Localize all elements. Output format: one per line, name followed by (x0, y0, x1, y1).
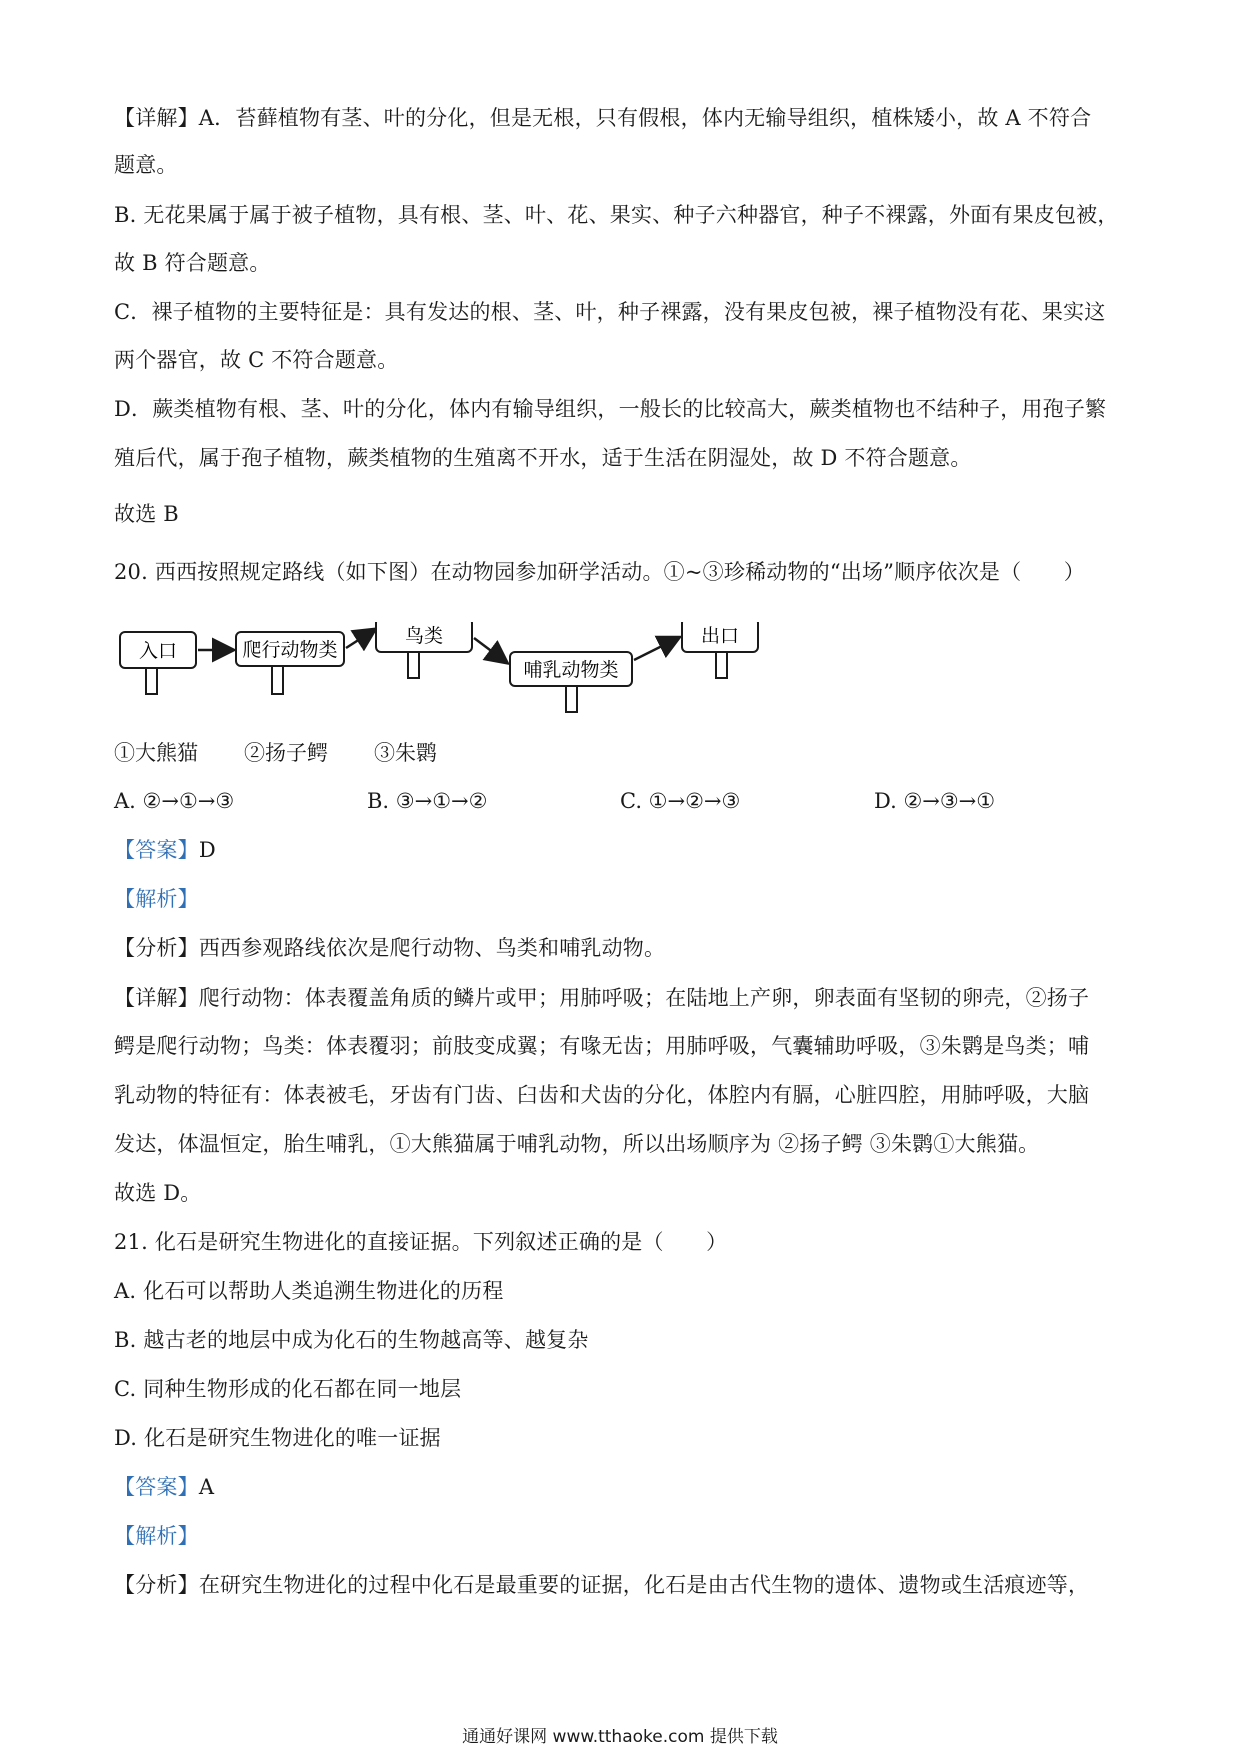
q19-detail-line-7: D．蕨类植物有根、茎、叶的分化，体内有输导组织，一般长的比较高大，蕨类植物也不结种子，用孢子繁 (114, 397, 1107, 421)
species-item: ①大熊猫 (114, 741, 198, 765)
analysis-tag: 【解析】 (114, 1524, 199, 1548)
q20-options (114, 786, 1014, 816)
zoo-route-diagram (112, 622, 852, 722)
q20-conclusion: 故选 D。 (114, 1181, 202, 1205)
q20-option-b: B. ③→①→② (367, 789, 488, 813)
answer-value: A (198, 1475, 215, 1499)
fenxi-text: 西西参观路线依次是爬行动物、鸟类和哺乳动物。 (198, 936, 666, 960)
q21-fenxi (114, 1570, 1089, 1600)
sign-birds-label: 鸟类 (404, 625, 444, 647)
answer-tag: 【答案】 (114, 838, 199, 862)
q19-detail-line-4: 故 B 符合题意。 (114, 251, 271, 275)
arrow-2 (346, 630, 374, 648)
q19-detail-line-2: 题意。 (114, 153, 178, 177)
q20-stem: 20. 西西按照规定路线（如下图）在动物园参加研学活动。①~③珍稀动物的“出场”顺序依次是（ ） (114, 560, 1085, 584)
q20-species-list (114, 738, 714, 768)
q19-detail-line-6: 两个器官，故 C 不符合题意。 (114, 348, 399, 372)
answer-value: D (198, 838, 216, 862)
q21-option-b: B. 越古老的地层中成为化石的生物越高等、越复杂 (114, 1328, 589, 1352)
q20-option-d: D. ②→③→① (874, 789, 996, 813)
sign-exit (682, 622, 758, 678)
q20-detail-line-2: 鳄是爬行动物；鸟类：体表覆羽；前肢变成翼；有喙无齿；用肺呼吸，气囊辅助呼吸，③朱鹮是鸟类；哺 (114, 1034, 1090, 1058)
q20-detail-line-3: 乳动物的特征有：体表被毛，牙齿有门齿、臼齿和犬齿的分化，体腔内有膈，心脏四腔，用肺呼吸，大脑 (114, 1083, 1090, 1107)
analysis-tag: 【解析】 (114, 887, 199, 911)
species-item: ③朱鹮 (374, 741, 437, 765)
q20-detail-line-1: 【详解】爬行动物：体表覆盖角质的鳞片或甲；用肺呼吸；在陆地上产卵，卵表面有坚韧的卵壳，②扬子 (114, 986, 1090, 1010)
q19-detail-line-1: 【详解】A．苔藓植物有茎、叶的分化，但是无根，只有假根，体内无输导组织，植株矮小，故 A 不符合 (114, 106, 1092, 130)
q19-conclusion: 故选 B (114, 502, 179, 526)
q20-detail-line-4: 发达，体温恒定，胎生哺乳，①大熊猫属于哺乳动物，所以出场顺序为 ②扬子鳄 ③朱鹮①大熊猫。 (114, 1132, 1040, 1156)
fenxi-tag: 【分析】 (114, 936, 199, 960)
q20-option-a: A. ②→①→③ (114, 789, 235, 813)
sign-mammals-label: 哺乳动物类 (523, 659, 619, 681)
sign-entrance (120, 632, 196, 694)
q21-analysis-heading (114, 1521, 199, 1551)
q20-fenxi (114, 933, 665, 963)
answer-tag: 【答案】 (114, 1475, 199, 1499)
q21-option-a: A. 化石可以帮助人类追溯生物进化的历程 (114, 1279, 504, 1303)
q20-analysis-heading (114, 884, 199, 914)
q20-option-c: C. ①→②→③ (620, 789, 741, 813)
arrow-3 (474, 638, 506, 662)
sign-mammals (510, 652, 632, 712)
sign-birds (376, 622, 472, 678)
q21-answer (114, 1472, 214, 1502)
fenxi-text: 在研究生物进化的过程中化石是最重要的证据，化石是由古代生物的遗体、遗物或生活痕迹等， (198, 1573, 1090, 1597)
sign-exit-label: 出口 (700, 625, 740, 647)
q19-detail-line-5: C．裸子植物的主要特征是：具有发达的根、茎、叶，种子裸露，没有果皮包被，裸子植物没有花、果实这 (114, 300, 1106, 324)
q19-detail-line-8: 殖后代，属于孢子植物，蕨类植物的生殖离不开水，适于生活在阴湿处，故 D 不符合题意。 (114, 446, 972, 470)
fenxi-tag: 【分析】 (114, 1573, 199, 1597)
arrow-4 (634, 638, 678, 660)
q20-answer (114, 835, 216, 865)
sign-reptiles (236, 632, 344, 694)
sign-reptiles-label: 爬行动物类 (242, 639, 338, 661)
sign-entrance-label: 入口 (138, 640, 178, 662)
species-item: ②扬子鳄 (244, 741, 328, 765)
q21-stem: 21. 化石是研究生物进化的直接证据。下列叙述正确的是（ ） (114, 1230, 728, 1254)
page-footer: 通通好课网 www.tthaoke.com 提供下载 (462, 1727, 778, 1747)
q19-detail-line-3: B. 无花果属于属于被子植物，具有根、茎、叶、花、果实、种子六种器官，种子不裸露，外面有果皮包被， (114, 203, 1119, 227)
q21-option-c: C. 同种生物形成的化石都在同一地层 (114, 1377, 462, 1401)
q21-option-d: D. 化石是研究生物进化的唯一证据 (114, 1426, 441, 1450)
